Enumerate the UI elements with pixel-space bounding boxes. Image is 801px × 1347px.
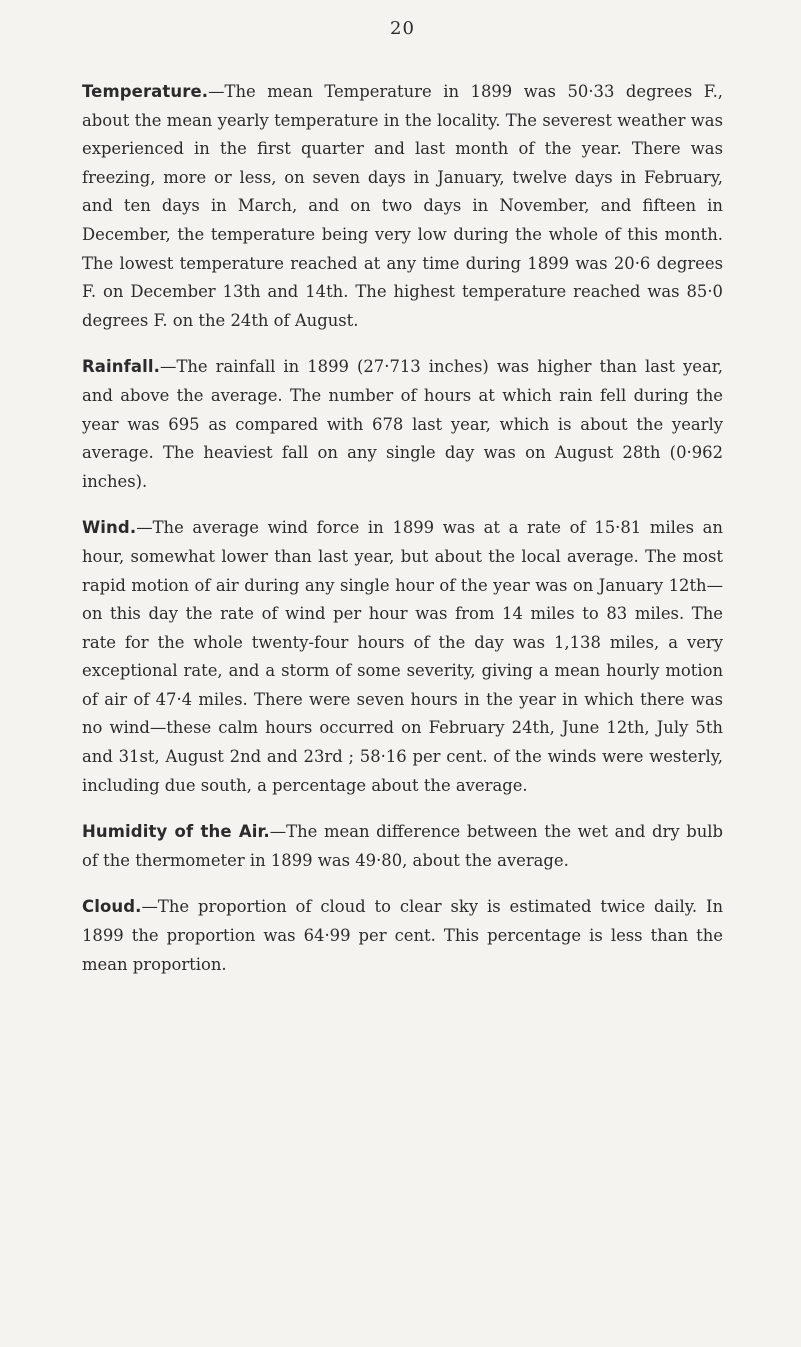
wind-heading: Wind. — [82, 518, 137, 538]
page-number: 20 — [390, 18, 415, 39]
temperature-heading: Temperature. — [82, 82, 209, 101]
rainfall-paragraph — [82, 353, 723, 496]
humidity-text: —The mean difference between the wet and dry bulb of the thermometer in 1899 was 49·80, about the average. — [82, 822, 723, 870]
temperature-text: —The mean Temperature in 1899 was 50·33 degrees F., about the mean yearly temperature in the locality. The severest weather was experienced in the first quarter and last month of the year. There was freezing, more or less, on seven days in January, twelve days in February, and ten days in March, and on two days in November, and fifteen in December, the temperature being very low during the whole of this month. The lowest temperature reached at any time during 1899 was 20·6 degrees F. on December 13th and 14th. The highest temperature reached was 85·0 degrees F. on the 24th of August. — [82, 82, 723, 330]
cloud-heading: Cloud. — [82, 897, 142, 917]
cloud-text: —The proportion of cloud to clear sky is estimated twice daily. In 1899 the proportion was 64·99 per cent. This percentage is less than the mean proportion. — [82, 897, 723, 974]
wind-paragraph — [82, 514, 723, 800]
humidity-heading: Humidity of the Air. — [82, 822, 270, 842]
rainfall-heading: Rainfall. — [82, 357, 161, 377]
temperature-paragraph — [82, 78, 723, 335]
wind-text: —The average wind force in 1899 was at a rate of 15·81 miles an hour, somewhat lower than last year, but about the local average. The most rapid motion of air during any single hour of the year was on January 12th—on this day the rate of wind per hour was from 14 miles to 83 miles. The rate for the whole twenty-four hours of the day was 1,138 miles, a very exceptional rate, and a storm of some severity, giving a mean hourly motion of air of 47·4 miles. There were seven hours in the year in which there was no wind—these calm hours occurred on February 24th, June 12th, July 5th and 31st, August 2nd and 23rd ; 58·16 per cent. of the winds were westerly, including due south, a percentage about the average. — [82, 518, 723, 795]
humidity-paragraph — [82, 818, 723, 875]
rainfall-text: —The rainfall in 1899 (27·713 inches) was higher than last year, and above the average. The number of hours at which rain fell during the year was 695 as compared with 678 last year, which is about the yearly average. The heaviest fall on any single day was on August 28th (0·962 inches). — [82, 357, 723, 491]
cloud-paragraph — [82, 893, 723, 979]
